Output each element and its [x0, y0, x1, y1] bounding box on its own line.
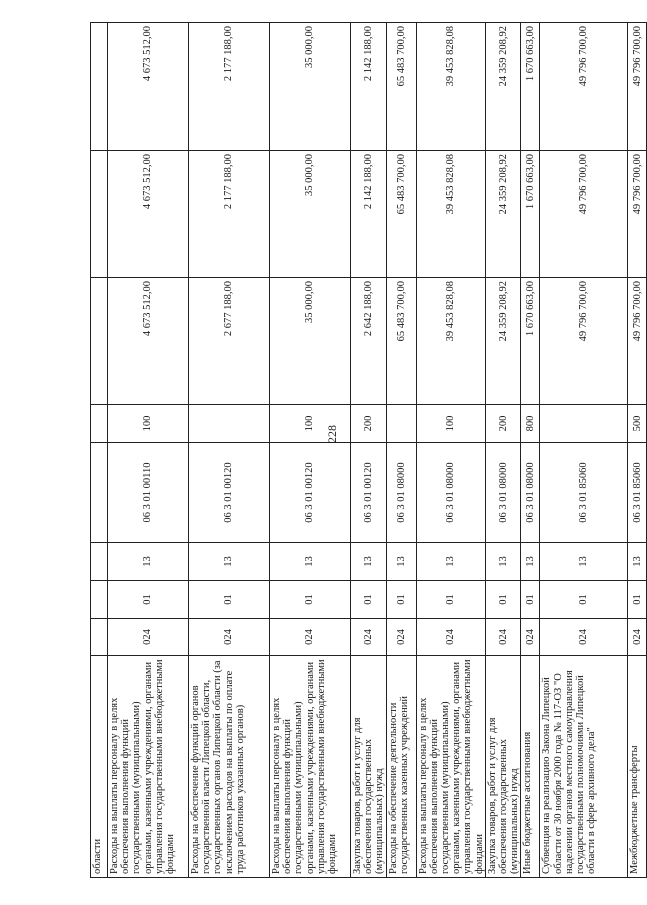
- table-cell-expense-type: [90, 404, 107, 442]
- table-cell-admin: 024: [627, 618, 646, 655]
- table-cell-name: Расходы на выплаты персоналу в целях обеспечения выполнения функций государственными (муниципальными) органами, казенными учреждениями, органами управления государственными внебюджетными фондами: [269, 655, 350, 877]
- table-cell-admin: 024: [386, 618, 416, 655]
- table-cell-amount-2: 2 177 188,00: [188, 150, 269, 277]
- table-cell-subsection: 13: [520, 542, 539, 580]
- table-row: [485, 22, 521, 877]
- table-cell-amount-3: 65 483 700,00: [386, 22, 416, 150]
- table-row: [90, 22, 107, 877]
- table-cell-name: Межбюджетные трансферты: [627, 655, 646, 877]
- table-row: [350, 22, 386, 877]
- table-cell-amount-1: 35 000,00: [269, 277, 350, 404]
- table-cell-amount-3: 2 142 188,00: [350, 22, 386, 150]
- table-cell-target-article: [90, 442, 107, 542]
- table-cell-admin: [90, 618, 107, 655]
- table-cell-amount-2: [90, 150, 107, 277]
- table-cell-name: Расходы на выплаты персоналу в целях обеспечения выполнения функций государственными (муниципальными) органами, казенными учреждениями, органами управления государственными внебюджетными фондами: [416, 655, 485, 877]
- table-cell-admin: 024: [416, 618, 485, 655]
- table-cell-amount-1: 39 453 828,08: [416, 277, 485, 404]
- table-cell-admin: 024: [485, 618, 521, 655]
- table-cell-name: области: [90, 655, 107, 877]
- table-cell-admin: 024: [188, 618, 269, 655]
- table-cell-subsection: 13: [188, 542, 269, 580]
- table-cell-amount-2: 65 483 700,00: [386, 150, 416, 277]
- table-cell-amount-3: [90, 22, 107, 150]
- table-cell-section: 01: [539, 580, 627, 618]
- table-cell-amount-1: [90, 277, 107, 404]
- table-cell-target-article: 06 3 01 00110: [107, 442, 188, 542]
- table-cell-expense-type: 100: [269, 404, 350, 442]
- budget-table: [90, 23, 643, 878]
- table-cell-section: 01: [627, 580, 646, 618]
- table-cell-amount-3: 1 670 663,00: [520, 22, 539, 150]
- table-cell-section: 01: [386, 580, 416, 618]
- table-row: [539, 22, 627, 877]
- table-cell-target-article: 06 3 01 08000: [416, 442, 485, 542]
- table-cell-admin: 024: [520, 618, 539, 655]
- table-cell-amount-2: 1 670 663,00: [520, 150, 539, 277]
- table-row: [386, 22, 416, 877]
- table-row: [269, 22, 350, 877]
- table-cell-expense-type: [386, 404, 416, 442]
- table-cell-amount-3: 24 359 208,92: [485, 22, 521, 150]
- table-cell-amount-3: 2 177 188,00: [188, 22, 269, 150]
- table-cell-admin: 024: [107, 618, 188, 655]
- table-row: [416, 22, 485, 877]
- table-cell-amount-1: 49 796 700,00: [539, 277, 627, 404]
- table-cell-amount-1: 4 673 512,00: [107, 277, 188, 404]
- table-cell-section: 01: [416, 580, 485, 618]
- table-cell-name: Расходы на выплаты персоналу в целях обеспечения выполнения функций государственными (муниципальными) органами, казенными учреждениями, органами управления государственными внебюджетными фондами: [107, 655, 188, 877]
- table-cell-subsection: 13: [269, 542, 350, 580]
- table-cell-name: Закупка товаров, работ и услуг для обеспечения государственных (муниципальных) нужд: [485, 655, 521, 877]
- table-cell-amount-3: 49 796 700,00: [539, 22, 627, 150]
- table-cell-amount-3: 49 796 700,00: [627, 22, 646, 150]
- table-cell-amount-3: 4 673 512,00: [107, 22, 188, 150]
- table-cell-section: 01: [188, 580, 269, 618]
- table-cell-subsection: 13: [485, 542, 521, 580]
- table-cell-expense-type: 500: [627, 404, 646, 442]
- table-cell-name: Расходы на обеспечение деятельности государственных казенных учреждений: [386, 655, 416, 877]
- table-cell-expense-type: 200: [485, 404, 521, 442]
- table-cell-amount-2: 4 673 512,00: [107, 150, 188, 277]
- table-cell-target-article: 06 3 01 08000: [520, 442, 539, 542]
- table-cell-admin: 024: [269, 618, 350, 655]
- table-cell-name: Иные бюджетные ассигнования: [520, 655, 539, 877]
- table-cell-amount-1: 49 796 700,00: [627, 277, 646, 404]
- table-cell-target-article: 06 3 01 00120: [269, 442, 350, 542]
- table-cell-amount-1: 2 677 188,00: [188, 277, 269, 404]
- table-cell-amount-1: 24 359 208,92: [485, 277, 521, 404]
- table-cell-subsection: 13: [386, 542, 416, 580]
- page-number: 228: [325, 425, 339, 443]
- table-cell-name: Расходы на обеспечение функций органов государственной власти Липецкой области, государственных органов Липецкой области (за исключением расходов на выплаты по оплате труда работников указанных органов): [188, 655, 269, 877]
- table-cell-target-article: 06 3 01 08000: [386, 442, 416, 542]
- table-cell-section: 01: [107, 580, 188, 618]
- table-cell-target-article: 06 3 01 00120: [188, 442, 269, 542]
- table-cell-section: 01: [485, 580, 521, 618]
- table-cell-target-article: 06 3 01 08000: [485, 442, 521, 542]
- table-cell-target-article: 06 3 01 00120: [350, 442, 386, 542]
- table-cell-name: Закупка товаров, работ и услуг для обеспечения государственных (муниципальных) нужд: [350, 655, 386, 877]
- table-cell-subsection: 13: [539, 542, 627, 580]
- table-row: [188, 22, 269, 877]
- table-cell-expense-type: [539, 404, 627, 442]
- table-cell-amount-3: 39 453 828,08: [416, 22, 485, 150]
- table-cell-subsection: 13: [350, 542, 386, 580]
- table-cell-amount-2: 49 796 700,00: [627, 150, 646, 277]
- table-cell-amount-2: 49 796 700,00: [539, 150, 627, 277]
- table-cell-amount-1: 1 670 663,00: [520, 277, 539, 404]
- table-cell-expense-type: [188, 404, 269, 442]
- table-cell-section: 01: [269, 580, 350, 618]
- table-cell-section: 01: [350, 580, 386, 618]
- table-cell-expense-type: 800: [520, 404, 539, 442]
- table-cell-amount-2: 2 142 188,00: [350, 150, 386, 277]
- table-cell-admin: 024: [350, 618, 386, 655]
- table-cell-amount-2: 39 453 828,08: [416, 150, 485, 277]
- table-cell-name: Субвенция на реализацию Закона Липецкой области от 30 ноября 2000 года № 117-ОЗ "О наделении органов местного самоуправления государственными полномочиями Липецкой области в сфере архивного дела": [539, 655, 627, 877]
- table-row: [107, 22, 188, 877]
- table-cell-amount-1: 65 483 700,00: [386, 277, 416, 404]
- table-cell-subsection: 13: [416, 542, 485, 580]
- table-row: [627, 22, 646, 877]
- table-cell-subsection: 13: [107, 542, 188, 580]
- table-cell-expense-type: 200: [350, 404, 386, 442]
- table-cell-subsection: 13: [627, 542, 646, 580]
- table-cell-target-article: 06 3 01 85060: [627, 442, 646, 542]
- table-cell-target-article: 06 3 01 85060: [539, 442, 627, 542]
- table-cell-amount-1: 2 642 188,00: [350, 277, 386, 404]
- table-cell-subsection: [90, 542, 107, 580]
- table-cell-amount-2: 24 359 208,92: [485, 150, 521, 277]
- table-cell-expense-type: 100: [416, 404, 485, 442]
- table-cell-admin: 024: [539, 618, 627, 655]
- table-row: [520, 22, 539, 877]
- table-cell-amount-2: 35 000,00: [269, 150, 350, 277]
- table-cell-expense-type: 100: [107, 404, 188, 442]
- table-cell-section: [90, 580, 107, 618]
- table-cell-amount-3: 35 000,00: [269, 22, 350, 150]
- table-cell-section: 01: [520, 580, 539, 618]
